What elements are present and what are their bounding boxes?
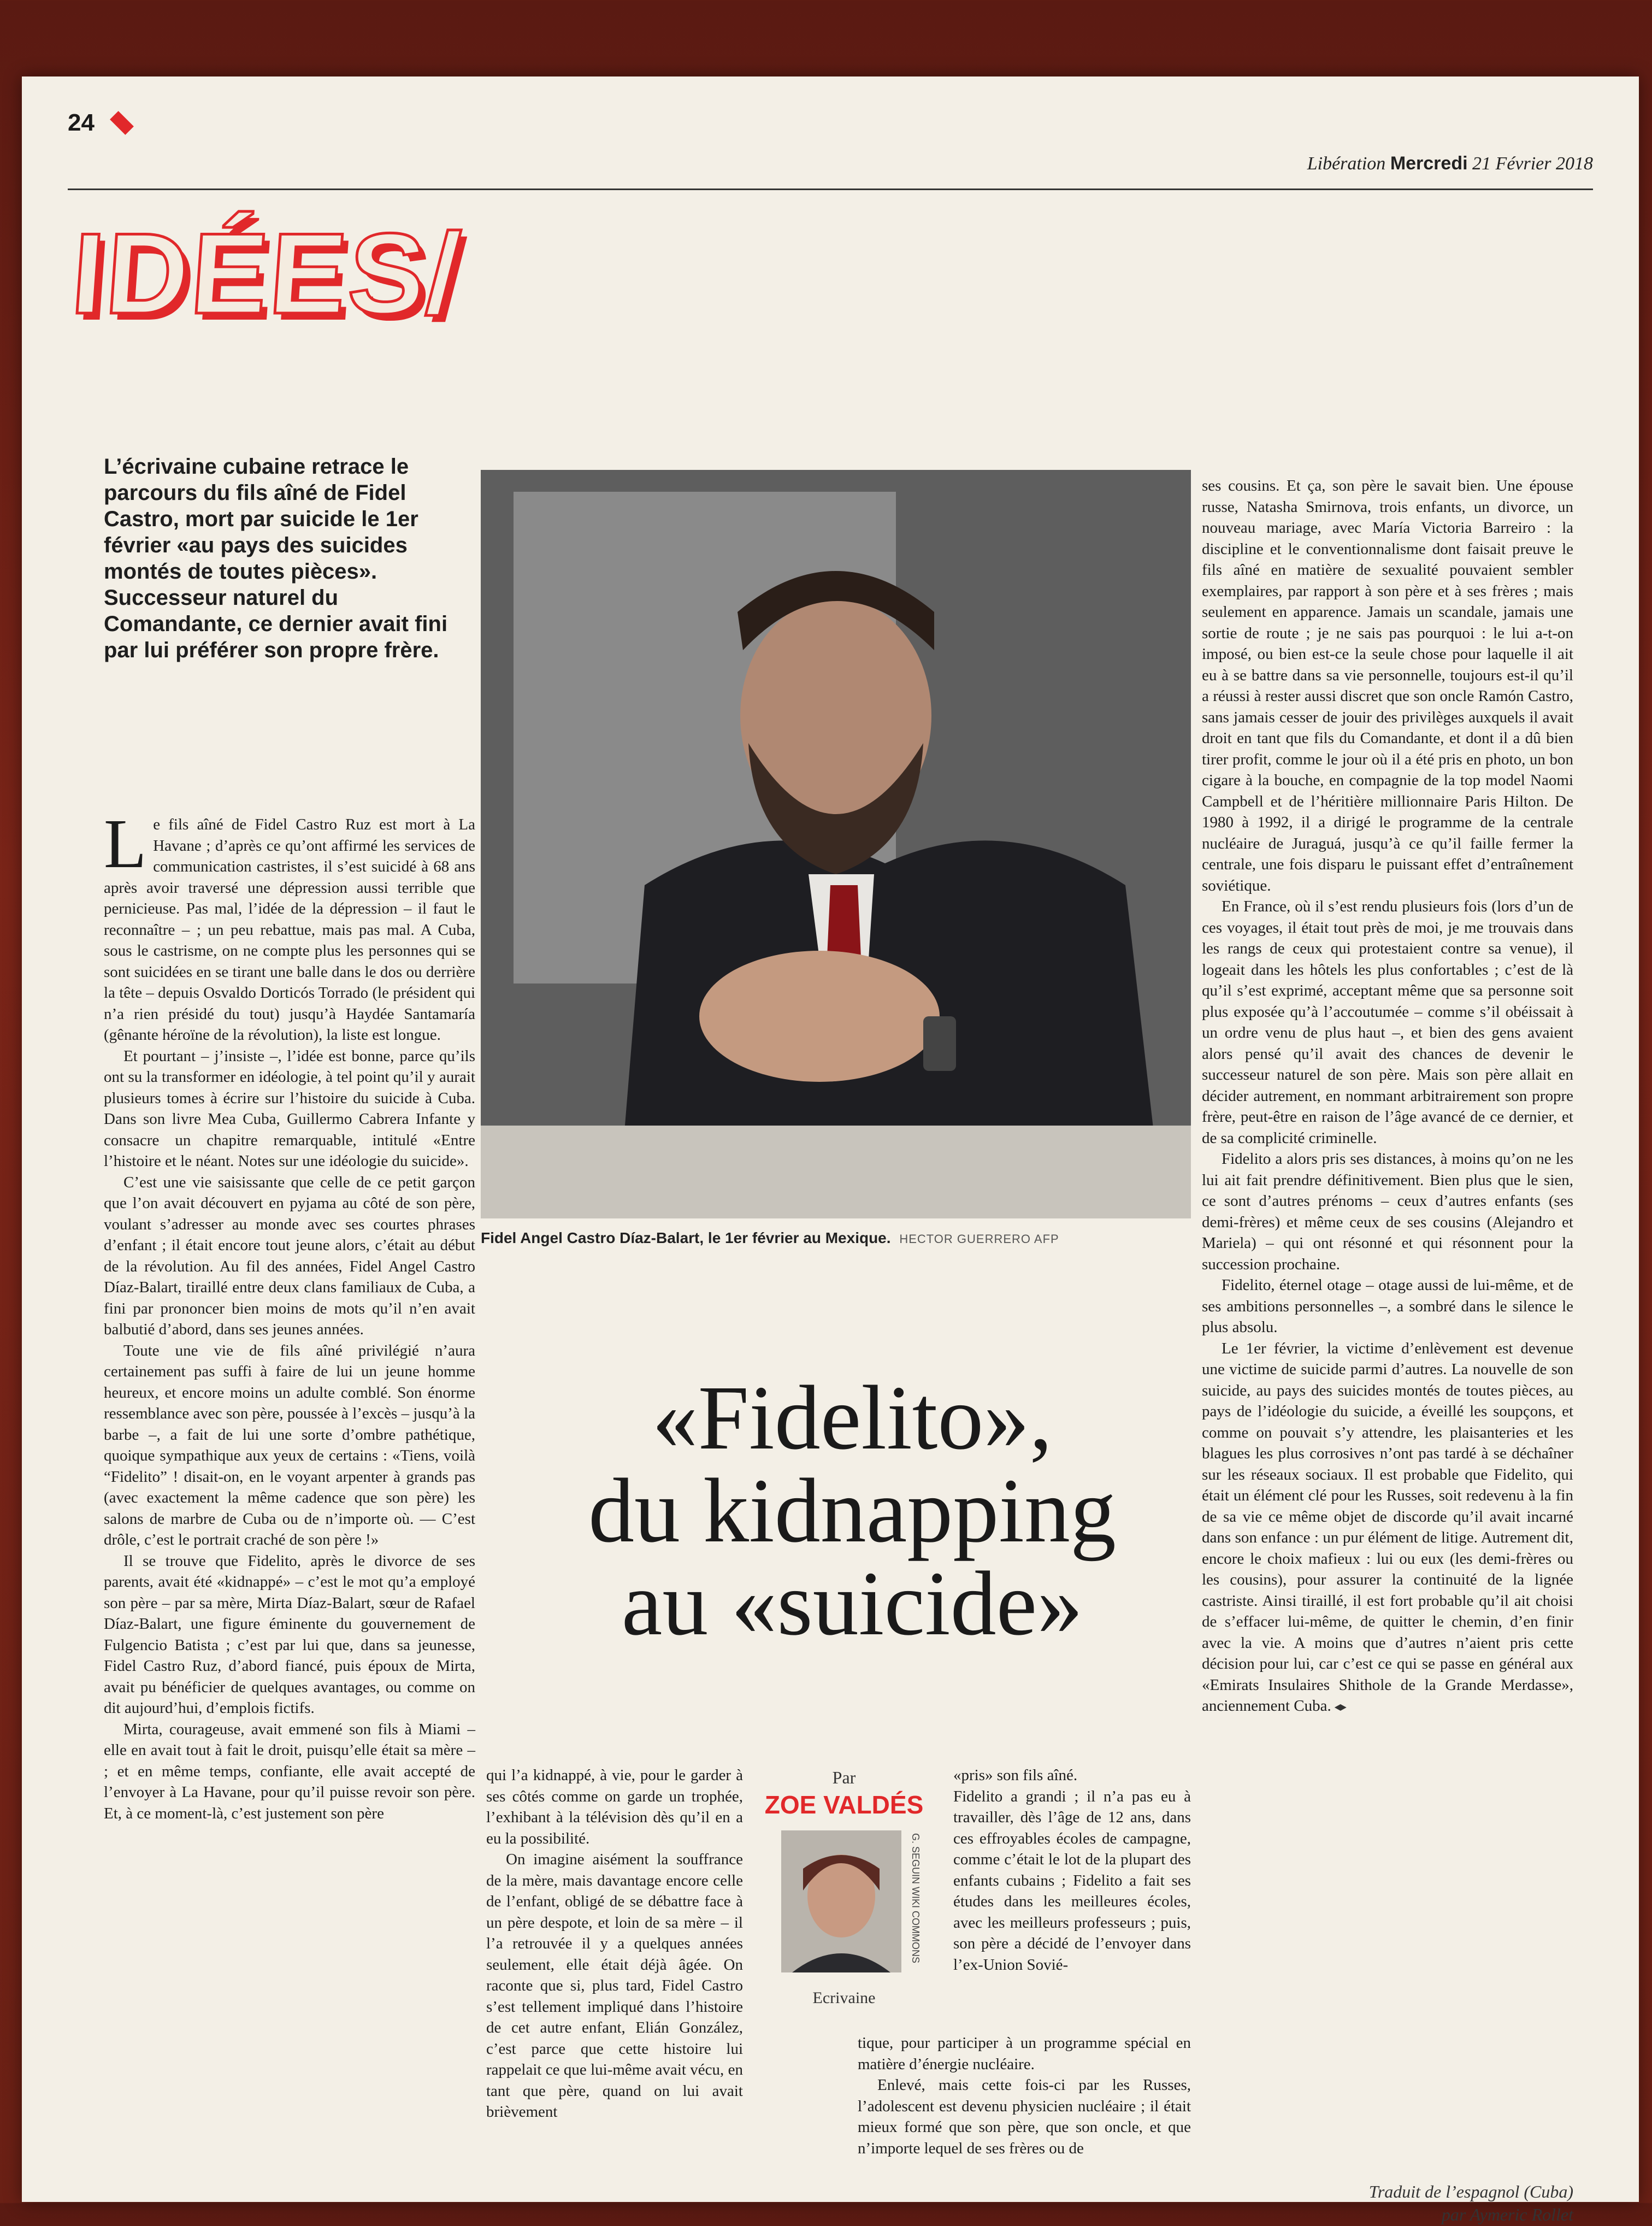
photo-credit: HECTOR GUERRERO AFP	[899, 1232, 1059, 1246]
paragraph: On imagine aisément la souffrance de la mère, mais davantage encore celle de l’enfant, obligé de se débattre face à un père despote, et loin de sa mère – il l’a retrouvée il y a quelques années seulement, elle était déjà âgée. On raconte que si, plus tard, Fidel Castro s’est tellement impliqué dans l’histoire de cet autre enfant, Elián González, c’est parce que cette histoire lui rappelait ce que lui-même avait vécu, en tant que père, quand on lui avait brièvement	[486, 1851, 743, 2121]
page-number: 24	[68, 109, 95, 136]
paragraph: ses cousins. Et ça, son père le savait bien. Une épouse russe, Natasha Smirnova, trois enfants, un divorce, un nouveau mariage, avec María Victoria Barreiro : la discipline et le conventionnalisme dont faisait preuve le fils aîné en matière de sexualité pouvaient sembler exemplaires, par rapport à son père et à ses frères ; mais seulement en apparence. Jamais un scandale, jamais une sortie de route ; je ne sais pas pourquoi : le lui a-t-on imposé, ou bien est-ce la seule chose pour laquelle il ait eu à se battre dans sa vie personnelle, toujours est-il qu’il a réussi à rester aussi discret que son oncle Ramón Castro, sans jamais cesser de jouir des privilèges auxquels il avait droit en tant que fils du Comandante, et dont il a dû bien tirer profit, comme le jour où il a été pris en photo, un bon cigare à la bouche, en compagnie de la top model Naomi Campbell et de l’héritière millionnaire Paris Hilton. De 1980 à 1992, il a dirigé le programme de la centrale nucléaire de Juraguá, jusqu’à ce qu’il faille fermer la centrale, une fois disparu le puissant effet d’entraînement soviétique.	[1202, 477, 1573, 894]
author-portrait-illustration	[781, 1830, 901, 1972]
newspaper-page	[22, 76, 1639, 2224]
paragraph: Mirta, courageuse, avait emmené son fils à Miami – elle en avait tout à fait le droit, puisqu’elle était sa mère – ; et en même temps, confiante, elle avait accepté de l’envoyer à La Havane, pour qu’il puisse revoir son père. Et, à ce moment-là, c’est justement son père	[104, 1720, 475, 1822]
publication-day: Mercredi	[1390, 153, 1468, 174]
drop-cap: L	[104, 805, 147, 882]
caption-text: Fidel Angel Castro Díaz-Balart, le 1er février au Mexique.	[481, 1229, 891, 1246]
translator-name: par Aymeric Rollet	[1441, 2205, 1573, 2224]
paragraph-text: e fils aîné de Fidel Castro Ruz est mort à La Havane ; d’après ce qu’ont affirmé les services de communication castristes, il s’est suicidé à 68 ans après avoir traversé une dépression aussi terrible que pernicieuse. Pas mal, l’idée de la dépression – il faut le reconnaître – ; un peu rebattue, mais pas mal. A Cuba, sous le castrisme, on ne compte plus les personnes qui se sont suicidées en se tirant une balle dans le dos ou derrière la tête – depuis Osvaldo Dorticós Torrado (le président qui n’a rien présidé du tout) jusqu’à Haydée Santamaría (gênante héroïne de la révolution), la liste est longue.	[104, 816, 475, 1044]
diamond-icon	[110, 111, 134, 135]
paragraph: Il se trouve que Fidelito, après le divorce de ses parents, avait été «kidnappé» – c’est le mot qu’a employé son père – par sa mère, Mirta Díaz-Balart, sœur de Rafael Díaz-Balart, une figure éminente du gouvernement de Fulgencio Batista ; c’est par lui que, dans sa jeunesse, Fidel Castro Ruz, d’abord fiancé, puis époux de Mirta, avait pu bénéficier de quelques avantages, ou comme on dit aujourd’hui, d’emplois fictifs.	[104, 1552, 475, 1717]
paragraph	[104, 805, 475, 1046]
page-header-right	[1307, 153, 1593, 174]
header-rule	[68, 189, 1593, 190]
paragraph: Fidelito, éternel otage – otage aussi de lui-même, et de ses ambitions personnelles –, a sombré dans le silence le plus absolu.	[1202, 1276, 1573, 1336]
paragraph: Fidelito a grandi ; il n’a pas eu à travailler, dès l’âge de 12 ans, dans ces effroyables écoles de campagne, comme c’était le lot de la plupart des enfants cubains ; Fidelito a fait ses études dans les meilleures écoles, avec les meilleurs professeurs ; puis, son père a décidé de l’envoyer dans l’ex-Union Sovié-	[953, 1787, 1191, 1974]
page-header-left	[68, 109, 133, 137]
paragraph: «pris» son fils aîné.	[953, 1766, 1078, 1784]
end-mark-icon	[1335, 1704, 1347, 1711]
section-rubric: IDÉES/	[67, 209, 466, 338]
translator-line: Traduit de l’espagnol (Cuba)	[1368, 2182, 1573, 2201]
paragraph	[1202, 1338, 1573, 1717]
paragraph: C’est une vie saisissante que celle de ce petit garçon que l’on avait découvert en pyjama au côté de son père, voulant s’adresser au monde avec ses courtes phrases d’enfant ; il était encore tout jeune alors, c’était au début de la révolution. Au fil des années, Fidel Angel Castro Díaz-Balart, tiraillé entre deux clans familiaux de Cuba, a fini par prononcer bien moins de mots qu’il n’en avait balbutié d’abord, dans ses jeunes années.	[104, 1173, 475, 1338]
paragraph: Toute une vie de fils aîné privilégié n’aura certainement pas suffi à faire de lui un jeune homme heureux, et encore moins un adulte comblé. Son énorme ressemblance avec son père, poussée à l’excès – jusqu’à la barbe –, a fait de lui une sorte d’ombre pathétique, quoique sympathique aux yeux de certains : «Tiens, voilà “Fidelito” ! disait-on, en le voyant arpenter à grands pas (avec exactement la même cadence que son père) les salons de marbre de Cuba ou de n’importe où. — C’est drôle, c’est le portrait craché de son père !»	[104, 1341, 475, 1548]
body-column-2	[486, 1765, 743, 2123]
paragraph: tique, pour participer à un programme spécial en matière d’énergie nucléaire.	[858, 2034, 1191, 2073]
paragraph: En France, où il s’est rendu plusieurs fois (lors d’un de ces voyages, il était tout près de moi, je me trouvais dans les rangs de ceux qui protestaient contre sa venue), il logeait dans les hôtels les plus confortables ; c’est de là qu’il s’est exprimé, acceptant même que sa personne soit plus exposée qu’à l’accoutumée – comme s’il obéissait à un ordre venu de plus haut –, et bien des gens avaient alors pensé qu’il avait des chances de devenir le successeur naturel de son père. Mais son père allait en décider autrement, en nommant arbitrairement son propre frère, peut-être en raison de l’âge avancé de ce dernier, et de sa complicité criminelle.	[1202, 898, 1573, 1147]
paragraph: Fidelito a alors pris ses distances, à moins qu’on ne les lui ait fait prendre définitivement. Bien plus que le sien, ce sont d’autres prénoms – ceux d’autres enfants (ses demi-frères) et même ceux de ses cousins (Alejandro et Mariela) – qui ont résonné et qui résonnent pour la succession prochaine.	[1202, 1150, 1573, 1273]
author-photo	[781, 1830, 901, 1972]
headline-line: «Fidelito»,	[652, 1367, 1053, 1469]
author-photo-credit: G. SEGUIN WIKI COMMONS	[910, 1833, 921, 1964]
article-photo	[481, 470, 1191, 1218]
paragraph: qui l’a kidnappé, à vie, pour le garder à ses côtés comme on garde un trophée, l’exhibant à la télévision dès qu’il en a eu la possibilité.	[486, 1766, 743, 1847]
author-name: ZOE VALDÉS	[764, 1791, 924, 1819]
author-role: Ecrivaine	[812, 1989, 876, 2007]
body-column-3	[953, 1765, 1191, 1975]
publication-date: 21 Février 2018	[1472, 154, 1593, 174]
byline	[754, 1768, 934, 1819]
paragraph: Enlevé, mais cette fois-ci par les Russes, l’adolescent est devenu physicien nucléaire ; il était mieux formé que son père, que son oncle, et que n’importe lequel de ses frères ou de	[858, 2076, 1191, 2157]
headline-line: du kidnapping	[588, 1460, 1116, 1562]
publication-name: Libération	[1307, 154, 1386, 174]
paragraph: Et pourtant – j’insiste –, l’idée est bonne, parce qu’ils ont su la transformer en idéologie, à tel point qu’il y aurait plusieurs tomes à écrire sur l’histoire du suicide à Cuba. Dans son livre Mea Cuba, Guillermo Cabrera Infante y consacre un chapitre remarquable, intitulé «Entre l’histoire et le néant. Notes sur une idéologie du suicide».	[104, 1047, 475, 1170]
body-column-3-continued	[858, 2033, 1191, 2159]
body-column-1	[104, 805, 475, 1824]
headline-line: au «suicide»	[621, 1553, 1083, 1654]
article-headline	[481, 1367, 1224, 1654]
article-standfirst: L’écrivaine cubaine retrace le parcours du fils aîné de Fidel Castro, mort par suicide le 1er février «au pays des suicides montés de toutes pièces». Successeur naturel du Comandante, ce dernier avait fini par lui préférer son propre frère.	[104, 455, 448, 662]
photo-caption	[481, 1229, 1191, 1247]
paragraph-text: Le 1er février, la victime d’enlèvement est devenue une victime de suicide parmi d’autres. La nouvelle de son suicide, au pays des suicides montés de toutes pièces, au pays de l’idéologie du suicide, a éveillé les soupçons, et comme on pouvait s’y attendre, les plaisanteries et les blagues les plus corrosives n’ont pas tardé à se déchaîner sur les réseaux sociaux. Il est probable que Fidelito, qui était un élément clé pour les Russes, soit redevenu à la fin de sa vie ce même objet de discorde qu’il avait incarné dans son enfance : un pur élément de litige. Autrement dit, encore le choix mafieux : lui ou eux (les demi-frères ou les cousins), pour assurer la continuité de la lignée castriste. Ainsi tiraillé, il est fort probable qu’il ait choisi de s’effacer lui-même, de quitter le chemin, d’en finir avec la vie. A moins que d’autres n’aient pris cette décision pour lui, car c’est ce qui se passe en général aux «Emirats Insulaires Shithole de la Grande Merdasse», anciennement Cuba.	[1202, 1339, 1573, 1715]
portrait-illustration	[481, 470, 1191, 1218]
body-column-4	[1202, 475, 1573, 1717]
byline-prefix: Par	[832, 1768, 856, 1787]
translator-credit	[1369, 2180, 1573, 2226]
